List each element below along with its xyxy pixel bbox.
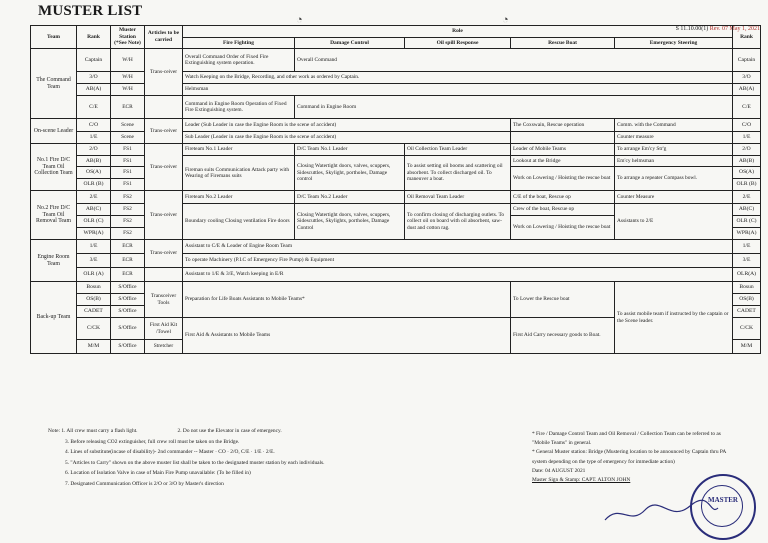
- right-rank-cell: 3/E: [733, 254, 761, 268]
- station-cell: Scene: [111, 119, 145, 132]
- rank-cell: 1/E: [77, 240, 111, 254]
- stamp-inner-ring: [701, 485, 743, 527]
- right-rank-cell: Bosun: [733, 282, 761, 294]
- station-cell: FS1: [111, 167, 145, 179]
- role-cell: To confirm closing of discharging outlets. To collect oil on board with oil absorbent, saw- dust and cotton rag.: [405, 204, 511, 240]
- rank-cell: AB(A): [77, 84, 111, 96]
- muster-table: [30, 25, 761, 354]
- station-cell: S/Office: [111, 306, 145, 318]
- role-cell: To assist mobile team if instructed by the captain or the Scene leader.: [615, 282, 733, 354]
- articles-cell: Transceiver Tools: [145, 282, 183, 318]
- header-team: Team: [31, 26, 77, 49]
- rank-cell: C/CK: [77, 318, 111, 340]
- station-cell: ECR: [111, 96, 145, 119]
- station-cell: ECR: [111, 240, 145, 254]
- role-cell: Comm. with the Command: [615, 119, 733, 132]
- role-cell: Helmsman: [183, 84, 733, 96]
- right-rank-cell: OS(A): [733, 167, 761, 179]
- header-fire-fighting: Fire Fighting: [183, 38, 295, 49]
- header-oil-spill: Oil spill Response: [405, 38, 511, 49]
- role-cell: C/E of the boat, Rescue op: [511, 191, 615, 204]
- station-cell: W/H: [111, 49, 145, 72]
- role-cell: First Aid Carry necessary goods to Boat.: [511, 318, 615, 354]
- role-cell: To Lower the Rescue boat: [511, 282, 615, 318]
- station-cell: FS2: [111, 191, 145, 204]
- role-cell: First Aid & Assistants to Mobile Teams: [183, 318, 511, 354]
- header-role: Role: [183, 26, 733, 38]
- header-articles: Articles to be carried: [145, 26, 183, 49]
- rank-cell: OS(A): [77, 167, 111, 179]
- header-rank: Rank: [77, 26, 111, 49]
- role-cell: Watch Keeping on the Bridge, Recording, and other work as ordered by Captain.: [183, 72, 733, 84]
- station-cell: S/Office: [111, 318, 145, 340]
- right-rank-cell: 2/O: [733, 144, 761, 156]
- team-engine-room: Engine Room Team: [31, 240, 77, 282]
- articles-cell: Stretcher: [145, 340, 183, 354]
- team-no1-fire: No.1 Fire D/C Team Oil Collection Team: [31, 144, 77, 191]
- doc-ref-code: S 11.10.00(1): [675, 26, 709, 32]
- punch-hole-icon: ◔: [296, 14, 303, 26]
- rank-cell: OS(B): [77, 294, 111, 306]
- station-cell: S/Office: [111, 340, 145, 354]
- rank-cell: WPR(A): [77, 228, 111, 240]
- role-cell: Overall Command Order of Fixed Fire Extinguishing system operation.: [183, 49, 295, 72]
- header-rank-right: Rank: [733, 26, 761, 49]
- rank-cell: 3/O: [77, 72, 111, 84]
- articles-cell: [145, 268, 183, 282]
- right-rank-cell: M/M: [733, 340, 761, 354]
- role-cell: Command in Engine Room: [295, 96, 733, 119]
- right-notes-block: [532, 430, 737, 485]
- role-cell: Overall Command: [295, 49, 733, 72]
- right-note: * Fire / Damage Control Team and Oil Removal / Collection Team can be referred to as "Mobile Teams" in general.: [532, 431, 721, 447]
- notes-block: [48, 426, 508, 489]
- right-rank-cell: AB(B): [733, 156, 761, 167]
- role-cell: Boundary cooling Closing ventilation Fire doors: [183, 204, 295, 240]
- station-cell: FS2: [111, 216, 145, 228]
- note-line: 3. Before releasing CO2 extinguisher, full crew roll must be taken on the Bridge.: [65, 438, 240, 445]
- rank-cell: Captain: [77, 49, 111, 72]
- rank-cell: AB(B): [77, 156, 111, 167]
- stamp-word: MASTER: [708, 496, 738, 504]
- team-no2-fire: No.2 Fire D/C Team Oil Removal Team: [31, 191, 77, 240]
- articles-cell: Trans-ceiver: [145, 119, 183, 144]
- role-cell: To assist setting oil booms and scattering oil absorbent. To collect discharged oil. To maneuver a boat.: [405, 156, 511, 191]
- note-line: [48, 426, 508, 437]
- rank-cell: C/E: [77, 96, 111, 119]
- right-rank-cell: 2/E: [733, 191, 761, 204]
- articles-cell: Trans-ceiver: [145, 191, 183, 240]
- punch-hole-icon: ◔: [502, 14, 509, 26]
- header-damage-control: Damage Control: [295, 38, 405, 49]
- note-line: 4. Lines of substitute(incase of disability)- 2nd commander -- Master · CO · 2/O, C/E · 1/E · 2/E.: [65, 449, 275, 456]
- station-cell: S/Office: [111, 282, 145, 294]
- role-cell: Oil Collection Team Leader: [405, 144, 511, 156]
- right-rank-cell: C/E: [733, 96, 761, 119]
- role-cell: D/C Team No.2 Leader: [295, 191, 405, 204]
- note-text: 2. Do not use the Elevator in case of emergency.: [177, 428, 282, 434]
- articles-cell: Trans-ceiver: [145, 144, 183, 191]
- role-cell: Em'cy helmsman: [615, 156, 733, 167]
- role-cell: Assistants to 2/E: [615, 204, 733, 240]
- right-rank-cell: AB(A): [733, 84, 761, 96]
- page-title: MUSTER LIST: [38, 3, 143, 19]
- role-cell: Fireman suits Communication Attack party with Wearing of Firemans suits: [183, 156, 295, 191]
- role-cell: The Coxswain, Rescue operation: [511, 119, 615, 132]
- team-back-up: Back-up Team: [31, 282, 77, 354]
- note-text: Note: 1. All crew must carry a flash light.: [48, 428, 138, 434]
- rank-cell: 1/E: [77, 132, 111, 144]
- station-cell: ECR: [111, 254, 145, 268]
- role-cell: Work on Lowering / Hoisting the rescue boat: [511, 167, 615, 191]
- master-stamp: [690, 474, 756, 540]
- role-cell: Fireteam No.1 Leader: [183, 144, 295, 156]
- role-cell: D/C Team No.1 Leader: [295, 144, 405, 156]
- right-rank-cell: CADET: [733, 306, 761, 318]
- date-line: Date: 04 AUGUST 2021: [532, 467, 586, 474]
- role-cell: Closing Watertight doors, valves, scuppers, Sidescuttles, Skylights, portholes, Damage Control: [295, 204, 405, 240]
- right-rank-cell: WPR(A): [733, 228, 761, 240]
- right-rank-cell: OS(B): [733, 294, 761, 306]
- rank-cell: 3/E: [77, 254, 111, 268]
- right-rank-cell: OLR (B): [733, 179, 761, 191]
- station-cell: Scene: [111, 132, 145, 144]
- role-cell: Leader of Mobile Teams: [511, 144, 615, 156]
- note-line: 6. Location of Isolation Valve in case of Main Fire Pump unavailable: (To be filled in): [65, 470, 251, 477]
- role-cell: Fireteam No.2 Leader: [183, 191, 295, 204]
- team-command: The Command Team: [31, 49, 77, 119]
- role-cell: Sub Leader (Leader in case the Engine Room is the scene of accident): [183, 132, 511, 144]
- role-cell: Assistant to C/E & Leader of Engine Room Team: [183, 240, 733, 254]
- role-cell: Command in Engine Room Operation of Fixed Fire Extinguishing system.: [183, 96, 295, 119]
- doc-revision: Rev. 07 May 1, 2021: [709, 26, 760, 32]
- station-cell: ECR: [111, 268, 145, 282]
- header-muster: Muster Station (*See Note): [111, 26, 145, 49]
- right-rank-cell: C/O: [733, 119, 761, 132]
- rank-cell: OLR (C): [77, 216, 111, 228]
- rank-cell: C/O: [77, 119, 111, 132]
- role-cell: Lookout at the Bridge: [511, 156, 615, 167]
- role-cell: Crew of the boat, Rescue op: [511, 204, 615, 216]
- articles-cell: Trans-ceiver: [145, 49, 183, 96]
- right-rank-cell: 1/E: [733, 132, 761, 144]
- right-rank-cell: OLR (C): [733, 216, 761, 228]
- station-cell: FS1: [111, 144, 145, 156]
- role-cell: [511, 132, 615, 144]
- rank-cell: CADET: [77, 306, 111, 318]
- station-cell: FS2: [111, 204, 145, 216]
- note-line: 5. "Articles to Carry" shown on the above muster list shall be taken to the designated muster station by each individuals.: [65, 459, 325, 466]
- station-cell: FS1: [111, 156, 145, 167]
- rank-cell: AB(C): [77, 204, 111, 216]
- role-cell: Work on Lowering / Hoisting the rescue boat: [511, 216, 615, 240]
- header-emergency-steering: Emergency Steering: [615, 38, 733, 49]
- articles-cell: Trans-ceiver: [145, 240, 183, 268]
- role-cell: Counter Measure: [615, 191, 733, 204]
- role-cell: Leader (Sub Leader in case the Engine Room is the scene of accident): [183, 119, 511, 132]
- station-cell: FS1: [111, 179, 145, 191]
- articles-cell: [145, 96, 183, 119]
- role-cell: Oil Removal Team Leader: [405, 191, 511, 204]
- rank-cell: 2/O: [77, 144, 111, 156]
- station-cell: W/H: [111, 72, 145, 84]
- right-rank-cell: C/CK: [733, 318, 761, 340]
- header-rescue-boat: Rescue Boat: [511, 38, 615, 49]
- station-cell: S/Office: [111, 294, 145, 306]
- rank-cell: M/M: [77, 340, 111, 354]
- role-cell: To arrange Em'cy Str'g: [615, 144, 733, 156]
- role-cell: Preparation for Life Boats Assistants to Mobile Teams*: [183, 282, 511, 318]
- team-on-scene: On-scene Leader: [31, 119, 77, 144]
- role-cell: Closing Watertight doors, valves, scuppers, Sidescuttles, Skylight, portholes, Damage control: [295, 156, 405, 191]
- rank-cell: 2/E: [77, 191, 111, 204]
- rank-cell: OLR (A): [77, 268, 111, 282]
- right-rank-cell: Captain: [733, 49, 761, 72]
- right-rank-cell: 3/O: [733, 72, 761, 84]
- role-cell: To operate Machinery (P.I.C of Emergency Fire Pump) & Equipment: [183, 254, 733, 268]
- rank-cell: Bosun: [77, 282, 111, 294]
- right-rank-cell: 1/E: [733, 240, 761, 254]
- signature-line: Master Sign & Stamp: CAPT. ALTON JOHN: [532, 476, 631, 483]
- note-line: 7. Designated Communication Officer is 2/O or 3/O by Master's direction: [65, 480, 224, 487]
- station-cell: FS2: [111, 228, 145, 240]
- right-rank-cell: AB(C): [733, 204, 761, 216]
- station-cell: W/H: [111, 84, 145, 96]
- articles-cell: First Aid Kit /Towel: [145, 318, 183, 340]
- role-cell: Assistant to 1/E & 3/E, Watch keeping in E/R: [183, 268, 733, 282]
- role-cell: Counter measure: [615, 132, 733, 144]
- right-rank-cell: OLR(A): [733, 268, 761, 282]
- right-note: * General Muster station: Bridge (Mustering location to be announced by Captain thru PA system depending on the type of emergency for immediate action): [532, 449, 726, 465]
- rank-cell: OLR (B): [77, 179, 111, 191]
- role-cell: To arrange a repeater Compass bowl.: [615, 167, 733, 191]
